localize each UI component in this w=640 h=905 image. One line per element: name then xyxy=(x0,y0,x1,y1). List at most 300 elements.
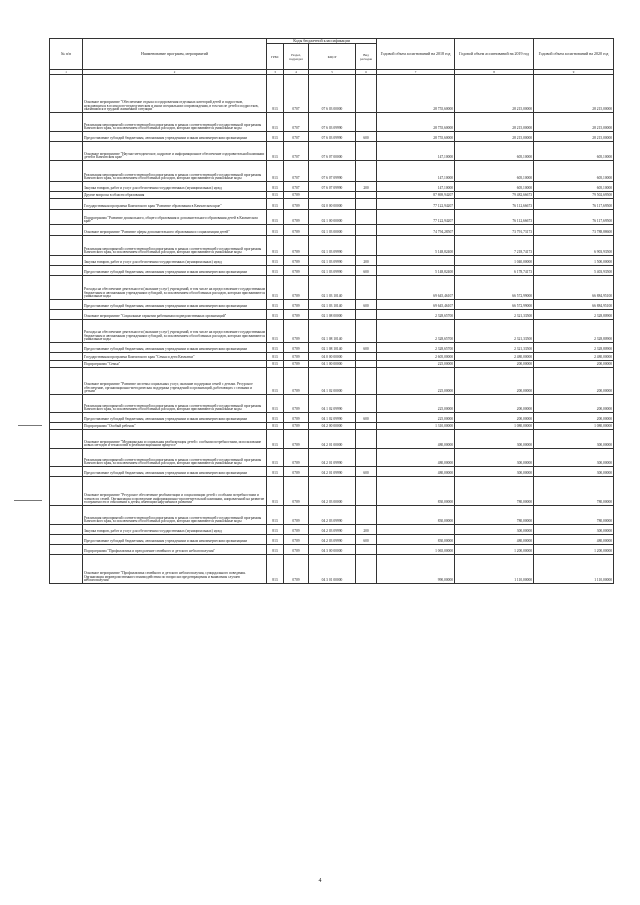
row-2018-value: 147,10000 xyxy=(377,161,455,182)
row-2020-value: 605,10000 xyxy=(534,182,614,192)
row-grbs-cell: 813 xyxy=(267,395,284,413)
row-kcsr-cell: 07 6 03 09990 xyxy=(309,113,356,132)
row-2019-value: 300,00000 xyxy=(455,430,534,449)
table-row xyxy=(50,353,614,361)
row-number-cell xyxy=(50,467,83,477)
row-vr-cell: 600 xyxy=(356,535,377,545)
row-kcsr-cell: 02 0 00 00000 xyxy=(309,199,356,210)
row-vr-cell xyxy=(356,430,377,449)
row-grbs-cell: 813 xyxy=(267,132,284,142)
table-row xyxy=(50,199,614,210)
row-razdel-cell: 0707 xyxy=(284,182,309,192)
row-grbs-cell: 813 xyxy=(267,276,284,300)
row-name-cell: Реализация мероприятий соответствующей подпрограммы в рамках соответствующей государственной программы Камчатского края, за исключением обособленных расходов, которым присваиваются уникальные коды xyxy=(83,161,267,182)
row-number-cell xyxy=(50,236,83,256)
table-row xyxy=(50,430,614,449)
row-vr-cell xyxy=(356,368,377,395)
row-name-cell: Предоставление субсидий бюджетным, автономным учреждениям и иным некоммерческим организациям xyxy=(83,300,267,310)
row-vr-cell: 200 xyxy=(356,182,377,192)
row-name-cell: Основное мероприятие "Социальные гарантии работникам подведомственных организаций" xyxy=(83,310,267,320)
row-grbs-cell: 813 xyxy=(267,555,284,584)
table-row xyxy=(50,467,614,477)
row-vr-cell: 600 xyxy=(356,300,377,310)
row-name-cell: Расходы на обеспечение деятельности (оказание услуг) учреждений, в том числе на предоставление государственным бюджетным и автономным учреждениям субсидий, за исключением обособленных расходов, которым присваиваются уникальные коды xyxy=(83,320,267,343)
row-name-cell: Подпрограмма "Профилактика и преодоление семейного и детского неблагополучия" xyxy=(83,545,267,555)
row-vr-cell xyxy=(356,210,377,225)
row-name-cell: Основное мероприятие "Развитие системы социальных услуг, оказание поддержки семей с детьми. Ресурсное обеспечение, организационно-методическая поддержка учреждений и организаций, работающих с семьями и детьми" xyxy=(83,368,267,395)
row-razdel-cell: 0709 xyxy=(284,413,309,423)
row-number-cell xyxy=(50,256,83,266)
row-2018-value: 990,00000 xyxy=(377,555,455,584)
row-razdel-cell: 0709 xyxy=(284,276,309,300)
row-razdel-cell: 0709 xyxy=(284,467,309,477)
row-2019-value: 66 572,99000 xyxy=(455,276,534,300)
row-grbs-cell: 813 xyxy=(267,506,284,525)
row-2019-value: 605,10000 xyxy=(455,182,534,192)
row-grbs-cell: 813 xyxy=(267,75,284,113)
row-grbs-cell: 813 xyxy=(267,467,284,477)
row-2018-value: 69 645,46107 xyxy=(377,300,455,310)
row-kcsr-cell: 07 6 07 00000 xyxy=(309,142,356,161)
row-kcsr-cell: 02 1 03 10140 xyxy=(309,300,356,310)
row-vr-cell xyxy=(356,449,377,467)
table-body xyxy=(50,75,614,584)
row-number-cell xyxy=(50,525,83,535)
row-name-cell: Реализация мероприятий соответствующей подпрограммы в рамках соответствующей государственной программы Камчатского края, за исключением обособленных расходов, которым присваиваются уникальные коды xyxy=(83,449,267,467)
margin-mark xyxy=(14,500,42,501)
row-number-cell xyxy=(50,276,83,300)
row-2020-value: 28 215,00000 xyxy=(534,75,614,113)
row-name-cell: Реализация мероприятий соответствующей подпрограммы в рамках соответствующей государственной программы Камчатского края, за исключением обособленных расходов, которым присваиваются уникальные коды xyxy=(83,236,267,256)
col-codes-group-header: Коды бюджетной классификации xyxy=(267,39,377,44)
table-row xyxy=(50,182,614,192)
table-row xyxy=(50,256,614,266)
index-cell: 6 xyxy=(356,70,377,75)
row-name-cell: Предоставление субсидий бюджетным, автономным учреждениям и иным некоммерческим организациям xyxy=(83,132,267,142)
row-number-cell xyxy=(50,343,83,353)
row-2019-value: 300,00000 xyxy=(455,467,534,477)
row-2019-value: 2 321,33500 xyxy=(455,343,534,353)
row-razdel-cell: 0709 xyxy=(284,506,309,525)
table-row xyxy=(50,449,614,467)
row-name-cell: Другие вопросы в области образования xyxy=(83,192,267,199)
row-vr-cell: 600 xyxy=(356,343,377,353)
table-row xyxy=(50,413,614,423)
row-number-cell xyxy=(50,161,83,182)
table-row xyxy=(50,320,614,343)
row-razdel-cell: 0709 xyxy=(284,266,309,276)
table-row xyxy=(50,343,614,353)
row-kcsr-cell: 04 2 01 09990 xyxy=(309,467,356,477)
row-razdel-cell: 0709 xyxy=(284,353,309,361)
row-razdel-cell: 0709 xyxy=(284,310,309,320)
row-2019-value: 1 080,00000 xyxy=(455,423,534,430)
index-cell: 1 xyxy=(50,70,83,75)
col-vr-header: Вид расходов xyxy=(356,44,377,70)
row-kcsr-cell: 02 1 03 09990 xyxy=(309,266,356,276)
table-row xyxy=(50,555,614,584)
col-2020-header: Годовой объем ассигнований на 2020 год xyxy=(534,39,614,70)
row-kcsr-cell: 04 0 00 00000 xyxy=(309,353,356,361)
row-2018-value: 225,00000 xyxy=(377,361,455,368)
row-kcsr-cell: 04 3 00 00000 xyxy=(309,545,356,555)
row-2018-value: 480,00000 xyxy=(377,430,455,449)
row-vr-cell xyxy=(356,161,377,182)
row-2020-value: 66 884,95100 xyxy=(534,276,614,300)
row-2018-value: 87 869,94207 xyxy=(377,192,455,199)
row-2020-value: 780,00000 xyxy=(534,477,614,506)
row-vr-cell xyxy=(356,142,377,161)
row-grbs-cell: 813 xyxy=(267,449,284,467)
row-name-cell: Предоставление субсидий бюджетным, автономным учреждениям и иным некоммерческим организациям xyxy=(83,535,267,545)
row-2019-value: 7 218,74173 xyxy=(455,236,534,256)
row-2020-value: 73 788,88600 xyxy=(534,225,614,236)
table-row xyxy=(50,142,614,161)
row-name-cell: Подпрограмма "Развитие дошкольного, общего образования и дополнительного образования детей в Камчатском крае" xyxy=(83,210,267,225)
index-cell: 8 xyxy=(455,70,534,75)
row-vr-cell xyxy=(356,192,377,199)
row-grbs-cell: 813 xyxy=(267,368,284,395)
row-2018-value: 2 328,65700 xyxy=(377,343,455,353)
row-name-cell: Реализация мероприятий соответствующей подпрограммы в рамках соответствующей государственной программы Камчатского края, за исключением обособленных расходов, которым присваиваются уникальные коды xyxy=(83,506,267,525)
row-grbs-cell: 813 xyxy=(267,182,284,192)
row-2020-value: 300,00000 xyxy=(534,430,614,449)
row-vr-cell xyxy=(356,225,377,236)
row-razdel-cell: 0709 xyxy=(284,320,309,343)
table-row xyxy=(50,506,614,525)
row-2019-value: 28 215,00000 xyxy=(455,75,534,113)
row-razdel-cell: 0709 xyxy=(284,395,309,413)
row-razdel-cell: 0709 xyxy=(284,343,309,353)
row-name-cell: Государственная программа Камчатского края "Развитие образования в Камчатском крае" xyxy=(83,199,267,210)
row-razdel-cell: 0709 xyxy=(284,449,309,467)
row-razdel-cell: 0709 xyxy=(284,236,309,256)
row-number-cell xyxy=(50,142,83,161)
row-grbs-cell: 813 xyxy=(267,192,284,199)
row-2020-value: 1 080,00000 xyxy=(534,423,614,430)
row-kcsr-cell: 02 1 03 09990 xyxy=(309,256,356,266)
page-number: 4 xyxy=(318,878,322,884)
row-kcsr-cell: 04 2 01 09990 xyxy=(309,449,356,467)
row-2020-value: 66 884,95100 xyxy=(534,300,614,310)
row-2020-value: 28 215,00000 xyxy=(534,132,614,142)
row-number-cell xyxy=(50,413,83,423)
row-2019-value: 76 112,66673 xyxy=(455,210,534,225)
row-vr-cell xyxy=(356,310,377,320)
row-number-cell xyxy=(50,300,83,310)
row-kcsr-cell: 04 1 00 00000 xyxy=(309,361,356,368)
table-row xyxy=(50,535,614,545)
row-grbs-cell: 813 xyxy=(267,256,284,266)
row-grbs-cell: 813 xyxy=(267,199,284,210)
row-number-cell xyxy=(50,210,83,225)
row-2019-value: 2 321,33500 xyxy=(455,320,534,343)
row-grbs-cell: 813 xyxy=(267,525,284,535)
row-name-cell: Государственная программа Камчатского края "Семья и дети Камчатки" xyxy=(83,353,267,361)
row-razdel-cell: 0707 xyxy=(284,132,309,142)
row-2019-value: 28 215,00000 xyxy=(455,113,534,132)
row-name-cell: Закупка товаров, работ и услуг для обеспечения государственных (муниципальных) нужд xyxy=(83,256,267,266)
row-grbs-cell: 813 xyxy=(267,310,284,320)
row-number-cell xyxy=(50,449,83,467)
row-2018-value: 225,00000 xyxy=(377,368,455,395)
row-name-cell: Расходы на обеспечение деятельности (оказание услуг) учреждений, в том числе на предоставление государственным бюджетным и автономным учреждениям субсидий, за исключением обособленных расходов, которым присваиваются уникальные коды xyxy=(83,276,267,300)
row-razdel-cell: 0707 xyxy=(284,142,309,161)
row-name-cell: Предоставление субсидий бюджетным, автономным учреждениям и иным некоммерческим организациям xyxy=(83,467,267,477)
row-2020-value: 300,00000 xyxy=(534,467,614,477)
row-2019-value: 73 791,73173 xyxy=(455,225,534,236)
row-kcsr-cell: 04 2 01 00000 xyxy=(309,430,356,449)
row-razdel-cell: 0709 xyxy=(284,225,309,236)
row-2020-value: 28 215,00000 xyxy=(534,113,614,132)
row-vr-cell xyxy=(356,477,377,506)
table-header xyxy=(50,39,614,75)
row-vr-cell xyxy=(356,353,377,361)
row-2019-value: 66 572,99000 xyxy=(455,300,534,310)
row-2020-value: 605,10000 xyxy=(534,161,614,182)
row-vr-cell: 600 xyxy=(356,467,377,477)
budget-table xyxy=(49,38,614,584)
row-razdel-cell: 0709 xyxy=(284,525,309,535)
row-number-cell xyxy=(50,132,83,142)
table-row xyxy=(50,236,614,256)
row-razdel-cell: 0709 xyxy=(284,545,309,555)
row-2018-value: 225,00000 xyxy=(377,413,455,423)
row-2019-value: 1 110,00000 xyxy=(455,555,534,584)
index-cell: 3 xyxy=(267,70,284,75)
row-2020-value: 1 500,00000 xyxy=(534,256,614,266)
row-2020-value: 2 328,80900 xyxy=(534,320,614,343)
row-2019-value: 2 480,00000 xyxy=(455,353,534,361)
row-vr-cell xyxy=(356,320,377,343)
row-2020-value: 200,00000 xyxy=(534,368,614,395)
row-grbs-cell: 813 xyxy=(267,113,284,132)
col-name-header: Наименование программ, мероприятий xyxy=(83,39,267,70)
row-grbs-cell: 813 xyxy=(267,430,284,449)
row-razdel-cell: 0709 xyxy=(284,368,309,395)
table-row xyxy=(50,525,614,535)
row-vr-cell xyxy=(356,395,377,413)
row-vr-cell: 600 xyxy=(356,413,377,423)
row-number-cell xyxy=(50,75,83,113)
row-2020-value: 6 903,93500 xyxy=(534,236,614,256)
row-grbs-cell: 813 xyxy=(267,413,284,423)
row-grbs-cell: 813 xyxy=(267,545,284,555)
row-2020-value: 1 110,00000 xyxy=(534,555,614,584)
table-row xyxy=(50,300,614,310)
row-number-cell xyxy=(50,506,83,525)
row-grbs-cell: 813 xyxy=(267,225,284,236)
row-grbs-cell: 813 xyxy=(267,161,284,182)
row-2018-value: 5 148,82400 xyxy=(377,266,455,276)
row-number-cell xyxy=(50,545,83,555)
row-grbs-cell: 813 xyxy=(267,142,284,161)
row-2018-value: 77 122,94207 xyxy=(377,199,455,210)
index-cell: 5 xyxy=(309,70,356,75)
row-vr-cell xyxy=(356,236,377,256)
row-grbs-cell: 813 xyxy=(267,423,284,430)
row-2018-value: 5 148,82400 xyxy=(377,236,455,256)
row-kcsr-cell: 04 2 03 09990 xyxy=(309,506,356,525)
row-name-cell: Предоставление субсидий бюджетным, автономным учреждениям и иным некоммерческим организациям xyxy=(83,266,267,276)
row-2020-value: 200,00000 xyxy=(534,395,614,413)
row-kcsr-cell: 04 1 02 00000 xyxy=(309,368,356,395)
table-row xyxy=(50,361,614,368)
row-2018-value xyxy=(377,525,455,535)
row-vr-cell: 200 xyxy=(356,525,377,535)
row-number-cell xyxy=(50,320,83,343)
row-2020-value: 605,10000 xyxy=(534,142,614,161)
col-grbs-header: ГРБС xyxy=(267,44,284,70)
row-number-cell xyxy=(50,555,83,584)
row-name-cell: Подпрограмма "Семья" xyxy=(83,361,267,368)
row-name-cell: Основное мероприятие "Обеспечение отдыха и оздоровления отдельных категорий детей и подростков, нуждающихся в психолого-педагогическом и ином специальном сопровождении, в том числе детей и подростков, оказавшихся в трудной жизненной ситуации" xyxy=(83,75,267,113)
row-number-cell xyxy=(50,310,83,320)
row-kcsr-cell: 07 6 03 00000 xyxy=(309,75,356,113)
table-row xyxy=(50,113,614,132)
row-name-cell: Основное мероприятие "Медицинская и социальная реабилитация детей с особыми потребностями, использование новых методов и технологий в реабилитационном процессе" xyxy=(83,430,267,449)
row-2019-value: 79 482,66673 xyxy=(455,192,534,199)
row-grbs-cell: 813 xyxy=(267,361,284,368)
row-2019-value: 480,00000 xyxy=(455,535,534,545)
row-2020-value: 5 403,93500 xyxy=(534,266,614,276)
table-row xyxy=(50,75,614,113)
row-2020-value: 200,00000 xyxy=(534,413,614,423)
row-name-cell: Основное мероприятие "Ресурсное обеспечение реабилитации и социализации детей с особыми потребностями и членов их семей. Организация и проведение информационно-просветительской кампании, направленной на развитие толерантности в отношении к детям, имеющим нарушения в развитии" xyxy=(83,477,267,506)
row-2020-value: 300,00000 xyxy=(534,525,614,535)
row-2018-value: 28 755,60000 xyxy=(377,113,455,132)
row-kcsr-cell: 07 6 07 09990 xyxy=(309,182,356,192)
col-num-header: № п/п xyxy=(50,39,83,70)
row-name-cell: Закупка товаров, работ и услуг для обеспечения государственных (муниципальных) нужд xyxy=(83,182,267,192)
row-kcsr-cell: 04 1 02 09990 xyxy=(309,413,356,423)
index-cell: 7 xyxy=(377,70,455,75)
margin-mark xyxy=(18,425,42,426)
row-razdel-cell: 0709 xyxy=(284,256,309,266)
row-2018-value: 225,00000 xyxy=(377,395,455,413)
row-razdel-cell: 0707 xyxy=(284,113,309,132)
row-2020-value: 480,00000 xyxy=(534,535,614,545)
col-2018-header: Годовой объем ассигнований на 2018 год xyxy=(377,39,455,70)
row-name-cell: Основное мероприятие "Профилактика семейного и детского неблагополучия, суицидального поведения. Организация межведомственного взаимодействия по вопросам предотвращения и выявления случаев неблагополучия" xyxy=(83,555,267,584)
row-kcsr-cell: 04 1 02 09990 xyxy=(309,395,356,413)
row-number-cell xyxy=(50,225,83,236)
table-row xyxy=(50,477,614,506)
row-2019-value: 76 112,66673 xyxy=(455,199,534,210)
row-2019-value: 1 040,00000 xyxy=(455,256,534,266)
row-kcsr-cell xyxy=(309,192,356,199)
row-razdel-cell: 0709 xyxy=(284,535,309,545)
row-number-cell xyxy=(50,266,83,276)
table-row xyxy=(50,310,614,320)
row-kcsr-cell: 02 1 08 10140 xyxy=(309,343,356,353)
row-number-cell xyxy=(50,477,83,506)
row-razdel-cell: 0709 xyxy=(284,300,309,310)
table-row xyxy=(50,368,614,395)
row-2018-value: 830,00000 xyxy=(377,535,455,545)
row-vr-cell xyxy=(356,545,377,555)
index-cell: 2 xyxy=(83,70,267,75)
row-kcsr-cell: 04 3 01 00000 xyxy=(309,555,356,584)
table-row xyxy=(50,545,614,555)
row-2018-value: 28 755,60000 xyxy=(377,75,455,113)
row-razdel-cell: 0707 xyxy=(284,75,309,113)
row-2019-value: 1 200,00000 xyxy=(455,545,534,555)
row-grbs-cell: 813 xyxy=(267,320,284,343)
row-2019-value: 300,00000 xyxy=(455,449,534,467)
row-number-cell xyxy=(50,353,83,361)
row-number-cell xyxy=(50,395,83,413)
row-vr-cell xyxy=(356,555,377,584)
row-2018-value: 147,10000 xyxy=(377,182,455,192)
row-number-cell xyxy=(50,423,83,430)
row-number-cell xyxy=(50,368,83,395)
index-cell: 4 xyxy=(284,70,309,75)
table-row xyxy=(50,423,614,430)
row-razdel-cell: 0709 xyxy=(284,555,309,584)
row-2020-value: 780,00000 xyxy=(534,506,614,525)
row-kcsr-cell: 04 2 03 09990 xyxy=(309,535,356,545)
row-kcsr-cell: 02 1 08 10140 xyxy=(309,320,356,343)
row-2018-value xyxy=(377,256,455,266)
row-vr-cell xyxy=(356,506,377,525)
row-2018-value: 1 065,00000 xyxy=(377,545,455,555)
row-2019-value: 200,00000 xyxy=(455,368,534,395)
row-vr-cell xyxy=(356,423,377,430)
row-razdel-cell: 0709 xyxy=(284,423,309,430)
row-grbs-cell: 813 xyxy=(267,535,284,545)
row-number-cell xyxy=(50,361,83,368)
row-grbs-cell: 813 xyxy=(267,300,284,310)
table-row xyxy=(50,225,614,236)
row-name-cell: Предоставление субсидий бюджетным, автономным учреждениям и иным некоммерческим организациям xyxy=(83,413,267,423)
row-vr-cell xyxy=(356,75,377,113)
row-grbs-cell: 813 xyxy=(267,210,284,225)
row-2018-value: 28 755,60000 xyxy=(377,132,455,142)
row-name-cell: Основное мероприятие "Развитие сферы дополнительного образования и социализации детей" xyxy=(83,225,267,236)
row-2019-value: 300,00000 xyxy=(455,525,534,535)
row-razdel-cell: 0709 xyxy=(284,430,309,449)
row-number-cell xyxy=(50,182,83,192)
row-vr-cell xyxy=(356,361,377,368)
row-grbs-cell: 813 xyxy=(267,343,284,353)
row-number-cell xyxy=(50,113,83,132)
table-row xyxy=(50,132,614,142)
row-2020-value: 76 117,69500 xyxy=(534,199,614,210)
row-2018-value: 147,10000 xyxy=(377,142,455,161)
row-vr-cell xyxy=(356,199,377,210)
row-2020-value: 1 200,00000 xyxy=(534,545,614,555)
row-kcsr-cell: 02 1 00 00000 xyxy=(309,210,356,225)
row-2018-value: 1 310,00000 xyxy=(377,423,455,430)
row-grbs-cell: 813 xyxy=(267,353,284,361)
row-vr-cell: 600 xyxy=(356,132,377,142)
row-number-cell xyxy=(50,535,83,545)
table-row xyxy=(50,161,614,182)
row-2020-value: 2 480,00000 xyxy=(534,353,614,361)
row-2020-value: 2 328,80900 xyxy=(534,310,614,320)
row-razdel-cell: 0709 xyxy=(284,477,309,506)
row-2020-value: 300,00000 xyxy=(534,449,614,467)
row-kcsr-cell: 04 2 03 09990 xyxy=(309,525,356,535)
row-2019-value: 200,00000 xyxy=(455,413,534,423)
row-name-cell: Предоставление субсидий бюджетным, автономным учреждениям и иным некоммерческим организациям xyxy=(83,343,267,353)
row-razdel-cell: 0709 xyxy=(284,199,309,210)
row-2019-value: 6 178,74173 xyxy=(455,266,534,276)
row-2019-value: 2 321,33500 xyxy=(455,310,534,320)
row-kcsr-cell: 02 1 03 09990 xyxy=(309,236,356,256)
row-2018-value: 2 328,65700 xyxy=(377,320,455,343)
